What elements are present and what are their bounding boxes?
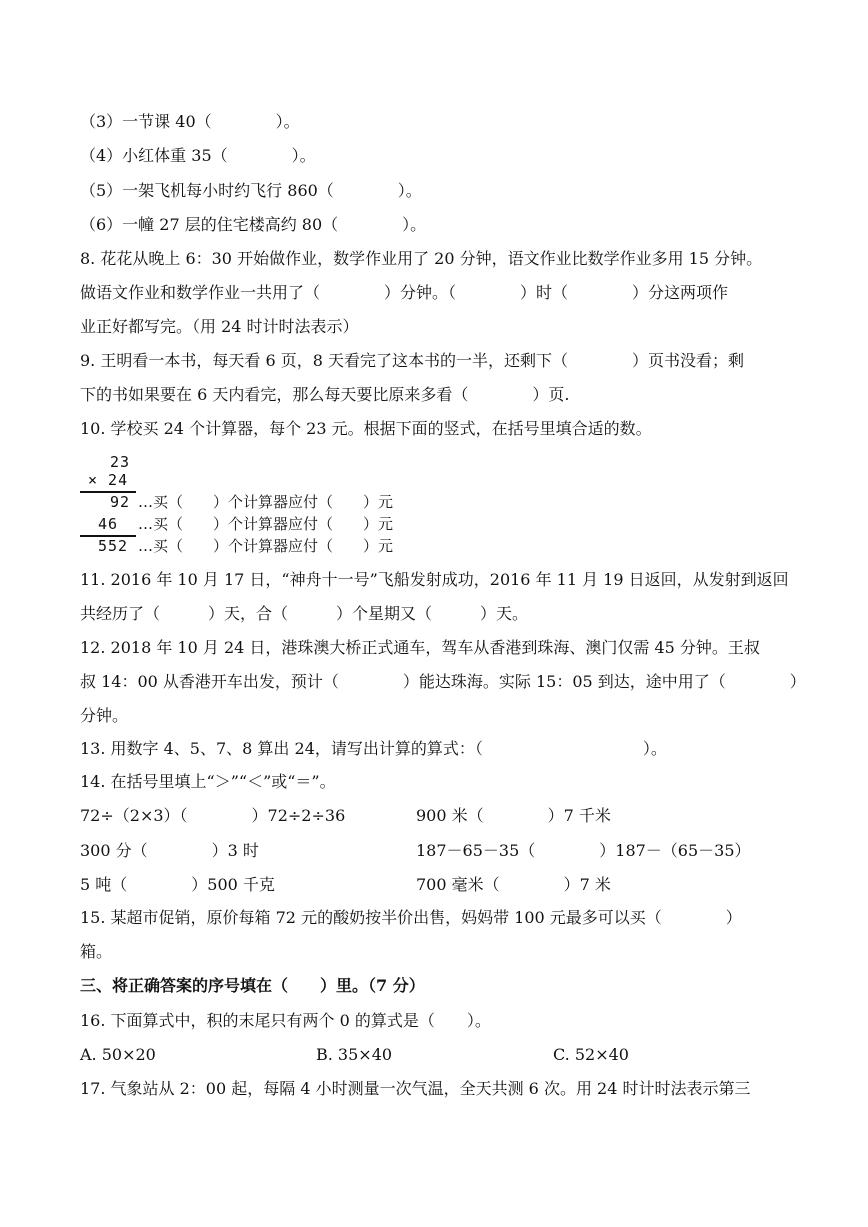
q15-line1: 15. 某超市促销，原价每箱 72 元的酸奶按半价出售，妈妈带 100 元最多可以买（ ）: [80, 908, 742, 927]
q8-line2: 做语文作业和数学作业一共用了（ ）分钟。（ ）时（ ）分这两项作: [80, 283, 729, 302]
partial-product-2: 46: [98, 515, 119, 533]
q16-option-b: B. 35×40: [316, 1045, 393, 1064]
final-product: 552: [98, 537, 129, 555]
q16-option-c: C. 52×40: [553, 1045, 629, 1064]
q12-line2: 叔 14：00 从香港开车出发，预计（ ）能达珠海。实际 15：05 到达，途中用了（ ）: [80, 672, 806, 691]
multiplier: × 24: [88, 471, 129, 489]
q11-line1: 11. 2016 年 10 月 17 日，“神舟十一号”飞船发射成功，2016 年 11 月 19 日返回，从发射到返回: [80, 570, 789, 589]
q13-line1: 13. 用数字 4、5、7、8 算出 24，请写出计算的算式：（ ）。: [80, 739, 667, 758]
q7-sub6: （6）一幢 27 层的住宅楼高约 80（ ）。: [80, 215, 427, 234]
calc-row-2: …买（ ）个计算器应付（ ）元: [138, 515, 394, 533]
q14-item-d: 187－65－35（ ）187－（65－35）: [416, 841, 751, 860]
q9-line1: 9. 王明看一本书，每天看 6 页，8 天看完了这本书的一半，还剩下（ ）页书没看；剩: [80, 351, 744, 370]
q7-sub4: （4）小红体重 35（ ）。: [80, 146, 316, 165]
multiplicand: 23: [110, 453, 131, 471]
q14-line1: 14. 在括号里填上“＞”“＜”或“＝”。: [80, 772, 336, 791]
q16-option-a: A. 50×20: [80, 1045, 156, 1064]
q9-line2: 下的书如果要在 6 天内看完，那么每天要比原来多看（ ）页.: [80, 385, 570, 404]
q15-line2: 箱。: [80, 942, 113, 961]
q7-sub5: （5）一架飞机每小时约飞行 860（ ）。: [80, 181, 422, 200]
q12-line1: 12. 2018 年 10 月 24 日，港珠澳大桥正式通车，驾车从香港到珠海、澳门仅需 45 分钟。王叔: [80, 638, 760, 657]
q14-item-e: 5 吨（ ）500 千克: [80, 875, 275, 894]
calc-row-3: …买（ ）个计算器应付（ ）元: [138, 537, 394, 555]
q14-item-a: 72÷（2×3）（ ）72÷2÷36: [80, 806, 346, 825]
q16-line1: 16. 下面算式中，积的末尾只有两个 0 的算式是（ ）。: [80, 1011, 491, 1030]
q11-line2: 共经历了（ ）天，合（ ）个星期又（ ）天。: [80, 604, 529, 623]
q17-line1: 17. 气象站从 2：00 起，每隔 4 小时测量一次气温，全天共测 6 次。用 24 时计时法表示第三: [80, 1079, 751, 1098]
q8-line1: 8. 花花从晚上 6：30 开始做作业，数学作业用了 20 分钟，语文作业比数学作业多用 15 分钟。: [80, 249, 763, 268]
partial-product-1: 92: [110, 493, 131, 511]
q7-sub3: （3）一节课 40（ ）。: [80, 112, 300, 131]
q8-line3: 业正好都写完。（用 24 时计时法表示）: [80, 317, 359, 336]
q14-item-f: 700 毫米（ ）7 米: [416, 875, 611, 894]
q10-line1: 10. 学校买 24 个计算器，每个 23 元。根据下面的竖式，在括号里填合适的数。: [80, 419, 652, 438]
q12-line3: 分钟。: [80, 706, 129, 725]
q14-item-b: 900 米（ ）7 千米: [416, 806, 611, 825]
q14-item-c: 300 分（ ）3 时: [80, 841, 259, 860]
calc-row-1: …买（ ）个计算器应付（ ）元: [138, 493, 394, 511]
vertical-multiplication: [80, 452, 480, 556]
section-3-title: 三、将正确答案的序号填在（ ）里。（7 分）: [80, 976, 425, 995]
